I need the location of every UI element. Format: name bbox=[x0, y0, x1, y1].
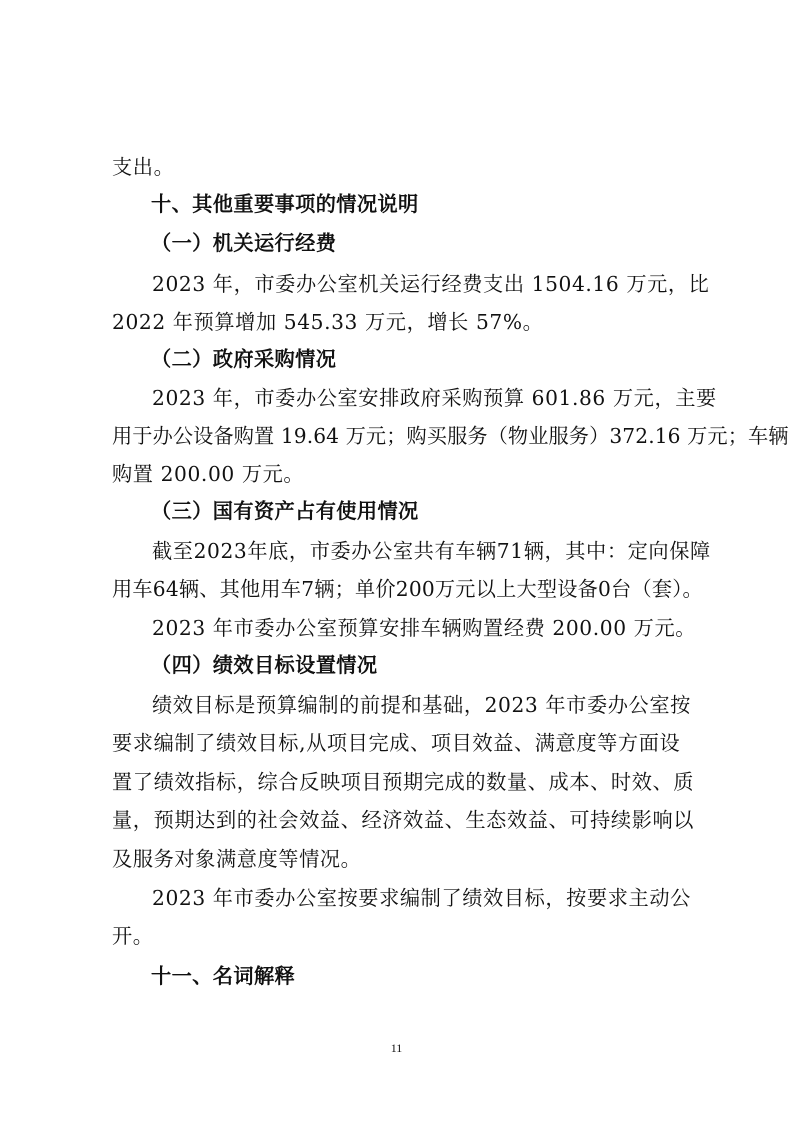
body-line-9: 2023 年市委办公室预算安排车辆购置经费 200.00 万元。 bbox=[152, 616, 697, 640]
body-line-2: 2023 年，市委办公室机关运行经费支出 1504.16 万元，比 bbox=[152, 272, 710, 296]
body-line-12: 置了绩效指标，综合反映项目预期完成的数量、成本、时效、质 bbox=[112, 770, 695, 794]
body-line-1: 支出。 bbox=[112, 155, 175, 179]
body-line-8: 用车64辆、其他用车7辆；单价200万元以上大型设备0台（套）。 bbox=[112, 577, 703, 601]
subsection-heading-4: （四）绩效目标设置情况 bbox=[151, 653, 378, 677]
body-line-3: 2022 年预算增加 545.33 万元，增长 57%。 bbox=[112, 310, 544, 334]
body-line-10: 绩效目标是预算编制的前提和基础，2023 年市委办公室按 bbox=[152, 693, 691, 717]
subsection-heading-1: （一）机关运行经费 bbox=[151, 231, 337, 255]
body-line-4: 2023 年，市委办公室安排政府采购预算 601.86 万元，主要 bbox=[152, 386, 717, 410]
body-line-7: 截至2023年底，市委办公室共有车辆71辆，其中：定向保障 bbox=[152, 539, 711, 563]
page-number: 11 bbox=[390, 1041, 403, 1055]
body-line-6: 购置 200.00 万元。 bbox=[112, 462, 305, 486]
body-line-11: 要求编制了绩效目标,从项目完成、项目效益、满意度等方面设 bbox=[112, 731, 681, 755]
subsection-heading-3: （三）国有资产占有使用情况 bbox=[151, 499, 419, 523]
section-heading-10: 十、其他重要事项的情况说明 bbox=[151, 192, 419, 216]
body-line-14: 及服务对象满意度等情况。 bbox=[112, 847, 362, 871]
section-heading-11: 十一、名词解释 bbox=[151, 964, 296, 988]
body-line-13: 量，预期达到的社会效益、经济效益、生态效益、可持续影响以 bbox=[112, 808, 695, 832]
body-line-5: 用于办公设备购置 19.64 万元；购买服务（物业服务）372.16 万元；车辆 bbox=[112, 424, 789, 448]
body-line-15: 2023 年市委办公室按要求编制了绩效目标，按要求主动公 bbox=[152, 886, 691, 910]
body-line-16: 开。 bbox=[112, 924, 154, 948]
subsection-heading-2: （二）政府采购情况 bbox=[151, 347, 337, 371]
